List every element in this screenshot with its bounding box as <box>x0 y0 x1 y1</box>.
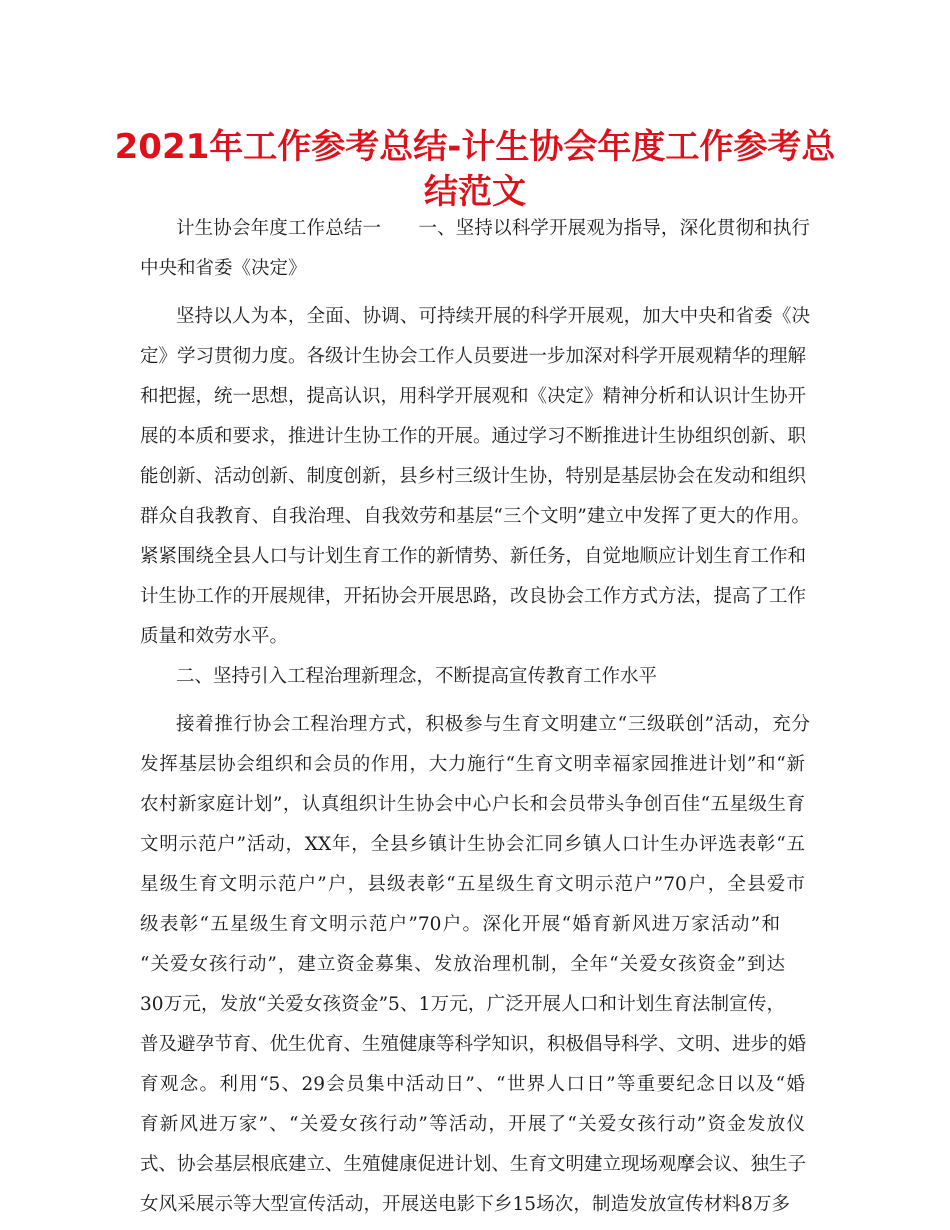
paragraph-line: 文明示范户”活动，XX年，全县乡镇计生协会汇同乡镇人口计生办评选表彰“五 <box>140 834 805 855</box>
paragraph-line: 展的本质和要求，推进计生协工作的开展。通过学习不断推进计生协组织创新、职 <box>140 426 807 447</box>
paragraph-line: 育新风进万家”、“关爱女孩行动”等活动，开展了“关爱女孩行动”资金发放仪 <box>140 1114 805 1135</box>
paragraph-line: 式、协会基层根底建立、生殖健康促进计划、生育文明建立现场观摩会议、独生子 <box>140 1154 807 1175</box>
paragraph-line: 和把握，统一思想，提高认识，用科学开展观和《决定》精神分析和认识计生协开 <box>140 386 807 407</box>
document-title-line-2: 结范文 <box>424 172 526 212</box>
document-title-line-1: 2021年工作参考总结-计生协会年度工作参考总 <box>114 127 836 167</box>
paragraph-line: 坚持以人为本，全面、协调、可持续开展的科学开展观，加大中央和省委《决 <box>176 306 810 327</box>
paragraph-line: 农村新家庭计划”，认真组织计生协会中心户长和会员带头争创百佳“五星级生育 <box>140 794 805 815</box>
paragraph-line: 发挥基层协会组织和会员的作用，大力施行“生育文明幸福家园推进计划”和“新 <box>140 754 805 775</box>
paragraph-line: 能创新、活动创新、制度创新，县乡村三级计生协，特别是基层协会在发动和组织 <box>140 466 807 487</box>
paragraph-line: 质量和效劳水平。 <box>140 626 289 647</box>
paragraph-line: 中央和省委《决定》 <box>140 258 307 279</box>
paragraph-line: 女风采展示等大型宣传活动，开展送电影下乡15场次，制造发放宣传材料8万多 <box>140 1194 790 1215</box>
paragraph-line: 30万元，发放“关爱女孩资金”5、1万元，广泛开展人口和计划生育法制宣传， <box>140 994 785 1015</box>
paragraph-line: 普及避孕节育、优生优育、生殖健康等科学知识，积极倡导科学、文明、进步的婚 <box>140 1034 807 1055</box>
paragraph-line: 二、坚持引入工程治理新理念，不断提高宣传教育工作水平 <box>176 666 658 687</box>
paragraph-line: 计生协工作的开展规律，开拓协会开展思路，改良协会工作方式方法，提高了工作 <box>140 586 807 607</box>
paragraph-line: 定》学习贯彻力度。各级计生协会工作人员要进一步加深对科学开展观精华的理解 <box>140 346 807 367</box>
paragraph-line: 紧紧围绕全县人口与计划生育工作的新情势、新任务，自觉地顺应计划生育工作和 <box>140 546 807 567</box>
paragraph-line: 育观念。利用“5、29会员集中活动日”、“世界人口日”等重要纪念日以及“婚 <box>140 1074 805 1095</box>
paragraph-line: 计生协会年度工作总结一 一、坚持以科学开展观为指导，深化贯彻和执行 <box>176 218 810 239</box>
paragraph-line: 星级生育文明示范户”户，县级表彰“五星级生育文明示范户”70户，全县爱市 <box>140 874 805 895</box>
paragraph-line: 级表彰“五星级生育文明示范户”70户。深化开展“婚育新风进万家活动”和 <box>140 914 780 935</box>
paragraph-line: 群众自我教育、自我治理、自我效劳和基层“三个文明”建立中发挥了更大的作用。 <box>140 506 810 527</box>
paragraph-line: 接着推行协会工程治理方式，积极参与生育文明建立“三级联创”活动，充分 <box>176 714 810 735</box>
paragraph-line: “关爱女孩行动”，建立资金募集、发放治理机制，全年“关爱女孩资金”到达 <box>140 954 785 975</box>
